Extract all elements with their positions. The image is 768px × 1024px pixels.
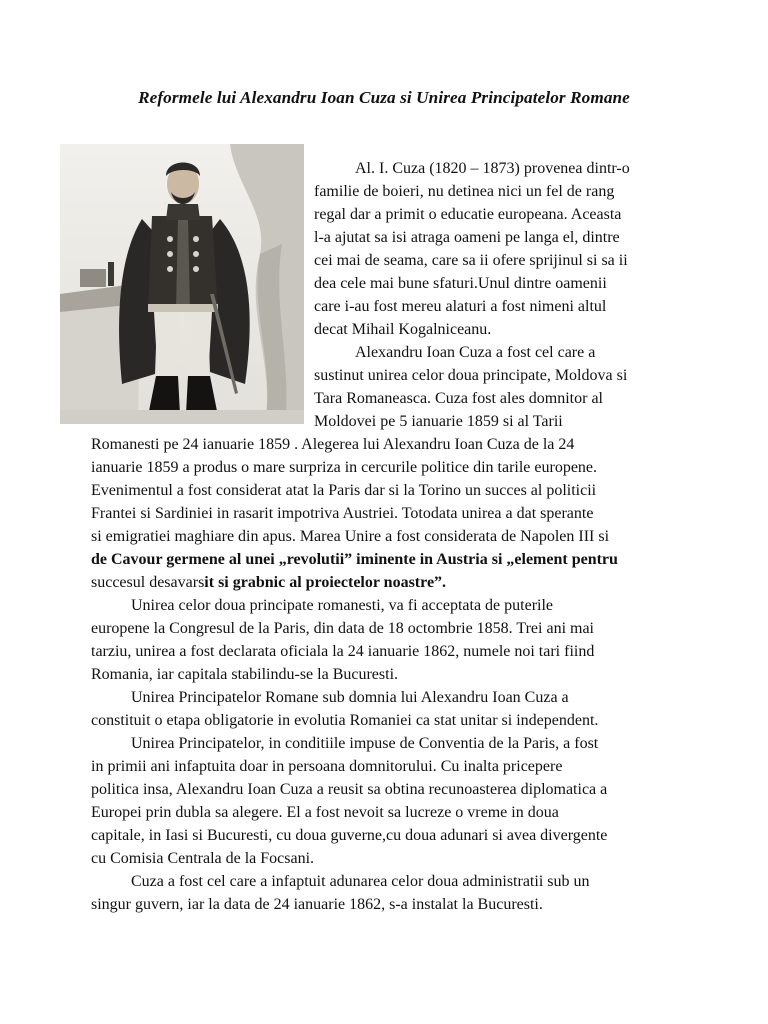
- text-line: singur guvern, iar la data de 24 ianuarie 1862, s-a instalat la Bucuresti.: [91, 896, 543, 913]
- text-line: Europei prin dubla sa alegere. El a fost nevoit sa lucreze o vreme in doua: [91, 804, 559, 821]
- bold-quote: de Cavour germene al unei „revolutii” iminente in Austria si „element pentru: [91, 551, 618, 568]
- text-line: Evenimentul a fost considerat atat la Paris dar si la Torino un succes al politicii: [91, 482, 597, 499]
- text-line: l-a ajutat sa isi atraga oameni pe langa el, dintre: [314, 229, 620, 246]
- text-line: Romania, iar capitala stabilindu-se la Bucuresti.: [91, 666, 399, 683]
- text-line: ianuarie 1859 a produs o mare surpriza in cercurile politice din tarile europene.: [91, 459, 598, 476]
- portrait-illustration: [60, 144, 304, 424]
- text-line: capitale, in Iasi si Bucuresti, cu doua guverne,cu doua adunari si avea divergente: [91, 827, 608, 844]
- text-line: Romanesti pe 24 ianuarie 1859 . Alegerea lui Alexandru Ioan Cuza de la 24: [91, 436, 575, 453]
- text-line: in primii ani infaptuita doar in persoana domnitorului. Cu inalta pricepere: [91, 758, 563, 775]
- text-line: Alexandru Ioan Cuza a fost cel care a: [355, 344, 596, 361]
- text-line: dea cele mai bune sfaturi.Unul dintre oamenii: [314, 275, 607, 292]
- text-line: Unirea celor doua principate romanesti, va fi acceptata de puterile: [131, 597, 554, 614]
- text-line: cu Comisia Centrala de la Focsani.: [91, 850, 315, 867]
- document-title: Reformele lui Alexandru Ioan Cuza si Unirea Principatelor Romane: [138, 88, 630, 107]
- portrait-engraving: [60, 144, 304, 424]
- text-line: familie de boieri, nu detinea nici un fel de rang: [314, 183, 615, 200]
- text-line: Unirea Principatelor, in conditiile impuse de Conventia de la Paris, a fost: [131, 735, 599, 752]
- text-line: Cuza a fost cel care a infaptuit adunarea celor doua administratii sub un: [131, 873, 590, 890]
- text-line-bold: [91, 549, 618, 572]
- text-line: tarziu, unirea a fost declarata oficiala la 24 ianuarie 1862, numele noi tari fiind: [91, 643, 595, 660]
- text-segment: succesul desavars: [91, 574, 205, 591]
- bold-quote: it si grabnic al proiectelor noastre”.: [204, 574, 447, 591]
- text-line: europene la Congresul de la Paris, din data de 18 octombrie 1858. Trei ani mai: [91, 620, 594, 637]
- text-line: Frantei si Sardiniei in rasarit impotriva Austriei. Totodata unirea a dat sperante: [91, 505, 594, 522]
- text-line: Unirea Principatelor Romane sub domnia lui Alexandru Ioan Cuza a: [131, 689, 569, 706]
- text-line: Moldovei pe 5 ianuarie 1859 si al Tarii: [314, 413, 563, 430]
- text-line: decat Mihail Kogalniceanu.: [314, 321, 492, 338]
- text-line: si emigratiei maghiare din apus. Marea Unire a fost considerata de Napolen III si: [91, 528, 610, 545]
- text-line: Tara Romaneasca. Cuza fost ales domnitor al: [314, 390, 603, 407]
- text-line: care i-au fost mereu alaturi a fost nimeni altul: [314, 298, 607, 315]
- text-line: cei mai de seama, care sa ii ofere sprijinul si sa ii: [314, 252, 628, 269]
- text-line: Al. I. Cuza (1820 – 1873) provenea dintr-o: [355, 160, 630, 177]
- text-line: politica insa, Alexandru Ioan Cuza a reusit sa obtina recunoasterea diplomatica a: [91, 781, 608, 798]
- text-line: constituit o etapa obligatorie in evolutia Romaniei ca stat unitar si independent.: [91, 712, 599, 729]
- text-line: sustinut unirea celor doua principate, Moldova si: [314, 367, 628, 384]
- text-line: [91, 572, 446, 595]
- text-line: regal dar a primit o educatie europeana. Aceasta: [314, 206, 622, 223]
